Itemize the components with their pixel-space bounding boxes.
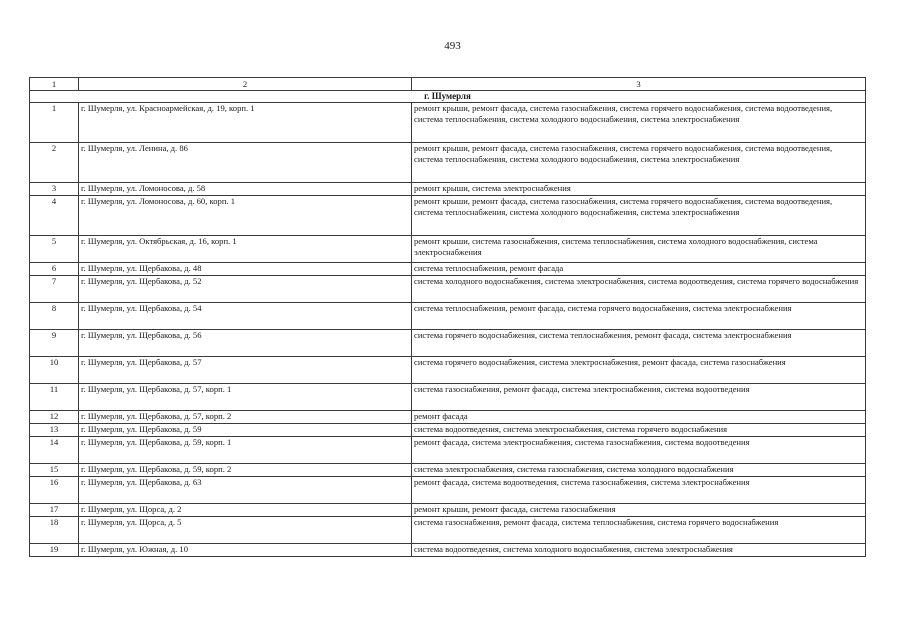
works-cell: система теплоснабжения, ремонт фасада xyxy=(412,263,866,276)
works-cell: ремонт крыши, ремонт фасада, система газоснабжения, система горячего водоснабжения, система водоотведения, система теплоснабжения, система холодного водоснабжения, система электроснабжения xyxy=(412,103,866,143)
works-cell: система холодного водоснабжения, система электроснабжения, система водоотведения, система горячего водоснабжения xyxy=(412,276,866,303)
table-row xyxy=(30,103,866,143)
row-number: 15 xyxy=(30,464,79,477)
column-header-address: 2 xyxy=(79,78,412,91)
table-row xyxy=(30,517,866,544)
works-cell: ремонт крыши, система электроснабжения xyxy=(412,183,866,196)
row-number: 14 xyxy=(30,437,79,464)
table-row xyxy=(30,357,866,384)
works-cell: ремонт фасада, система водоотведения, система газоснабжения, система электроснабжения xyxy=(412,477,866,504)
works-cell: ремонт крыши, система газоснабжения, система теплоснабжения, система холодного водоснабжения, система электроснабжения xyxy=(412,236,866,263)
row-number: 10 xyxy=(30,357,79,384)
works-cell: система водоотведения, система электроснабжения, система горячего водоснабжения xyxy=(412,424,866,437)
address-cell: г. Шумерля, ул. Красноармейская, д. 19, корп. 1 xyxy=(79,103,412,143)
column-header-works: 3 xyxy=(412,78,866,91)
address-cell: г. Шумерля, ул. Щербакова, д. 54 xyxy=(79,303,412,330)
works-cell: ремонт фасада, система электроснабжения, система газоснабжения, система водоотведения xyxy=(412,437,866,464)
table-header-row xyxy=(30,78,866,91)
address-cell: г. Шумерля, ул. Южная, д. 10 xyxy=(79,544,412,557)
address-cell: г. Шумерля, ул. Щербакова, д. 59, корп. 2 xyxy=(79,464,412,477)
address-cell: г. Шумерля, ул. Щербакова, д. 57, корп. 1 xyxy=(79,384,412,411)
table-row xyxy=(30,236,866,263)
table-row xyxy=(30,477,866,504)
works-cell: система горячего водоснабжения, система электроснабжения, ремонт фасада, система газоснабжения xyxy=(412,357,866,384)
row-number: 5 xyxy=(30,236,79,263)
works-cell: система газоснабжения, ремонт фасада, система электроснабжения, система водоотведения xyxy=(412,384,866,411)
table-row xyxy=(30,330,866,357)
address-cell: г. Шумерля, ул. Щербакова, д. 52 xyxy=(79,276,412,303)
row-number: 6 xyxy=(30,263,79,276)
address-cell: г. Шумерля, ул. Щорса, д. 5 xyxy=(79,517,412,544)
table-row xyxy=(30,303,866,330)
works-cell: система горячего водоснабжения, система теплоснабжения, ремонт фасада, система электроснабжения xyxy=(412,330,866,357)
table-row xyxy=(30,544,866,557)
table-row xyxy=(30,504,866,517)
table-row xyxy=(30,424,866,437)
address-cell: г. Шумерля, ул. Ломоносова, д. 60, корп. 1 xyxy=(79,196,412,236)
row-number: 12 xyxy=(30,411,79,424)
city-name: г. Шумерля xyxy=(30,91,866,103)
address-cell: г. Шумерля, ул. Щорса, д. 2 xyxy=(79,504,412,517)
row-number: 9 xyxy=(30,330,79,357)
table-body xyxy=(30,78,866,557)
address-cell: г. Шумерля, ул. Щербакова, д. 63 xyxy=(79,477,412,504)
table-row xyxy=(30,464,866,477)
address-cell: г. Шумерля, ул. Щербакова, д. 59 xyxy=(79,424,412,437)
row-number: 13 xyxy=(30,424,79,437)
row-number: 7 xyxy=(30,276,79,303)
row-number: 11 xyxy=(30,384,79,411)
row-number: 18 xyxy=(30,517,79,544)
row-number: 17 xyxy=(30,504,79,517)
table-row xyxy=(30,183,866,196)
address-cell: г. Шумерля, ул. Щербакова, д. 57, корп. 2 xyxy=(79,411,412,424)
address-cell: г. Шумерля, ул. Щербакова, д. 59, корп. 1 xyxy=(79,437,412,464)
table-row xyxy=(30,276,866,303)
address-cell: г. Шумерля, ул. Щербакова, д. 48 xyxy=(79,263,412,276)
row-number: 8 xyxy=(30,303,79,330)
table-row xyxy=(30,196,866,236)
table-row xyxy=(30,143,866,183)
works-cell: система теплоснабжения, ремонт фасада, система горячего водоснабжения, система электроснабжения xyxy=(412,303,866,330)
works-cell: система газоснабжения, ремонт фасада, система теплоснабжения, система горячего водоснабжения xyxy=(412,517,866,544)
city-row xyxy=(30,91,866,103)
works-cell: ремонт крыши, ремонт фасада, система газоснабжения, система горячего водоснабжения, система водоотведения, система теплоснабжения, система холодного водоснабжения, система электроснабжения xyxy=(412,143,866,183)
works-cell: ремонт фасада xyxy=(412,411,866,424)
works-cell: ремонт крыши, ремонт фасада, система газоснабжения xyxy=(412,504,866,517)
works-cell: ремонт крыши, ремонт фасада, система газоснабжения, система горячего водоснабжения, система водоотведения, система теплоснабжения, система холодного водоснабжения, система электроснабжения xyxy=(412,196,866,236)
table-row xyxy=(30,384,866,411)
works-cell: система электроснабжения, система газоснабжения, система холодного водоснабжения xyxy=(412,464,866,477)
row-number: 3 xyxy=(30,183,79,196)
page-number: 493 xyxy=(444,40,461,52)
address-cell: г. Шумерля, ул. Ломоносова, д. 58 xyxy=(79,183,412,196)
address-cell: г. Шумерля, ул. Ленина, д. 86 xyxy=(79,143,412,183)
row-number: 19 xyxy=(30,544,79,557)
table-row xyxy=(30,411,866,424)
table-row xyxy=(30,263,866,276)
address-cell: г. Шумерля, ул. Щербакова, д. 57 xyxy=(79,357,412,384)
row-number: 2 xyxy=(30,143,79,183)
address-cell: г. Шумерля, ул. Щербакова, д. 56 xyxy=(79,330,412,357)
table-row xyxy=(30,437,866,464)
buildings-table xyxy=(29,77,866,557)
row-number: 16 xyxy=(30,477,79,504)
row-number: 1 xyxy=(30,103,79,143)
address-cell: г. Шумерля, ул. Октябрьская, д. 16, корп. 1 xyxy=(79,236,412,263)
works-cell: система водоотведения, система холодного водоснабжения, система электроснабжения xyxy=(412,544,866,557)
row-number: 4 xyxy=(30,196,79,236)
column-header-number: 1 xyxy=(30,78,79,91)
